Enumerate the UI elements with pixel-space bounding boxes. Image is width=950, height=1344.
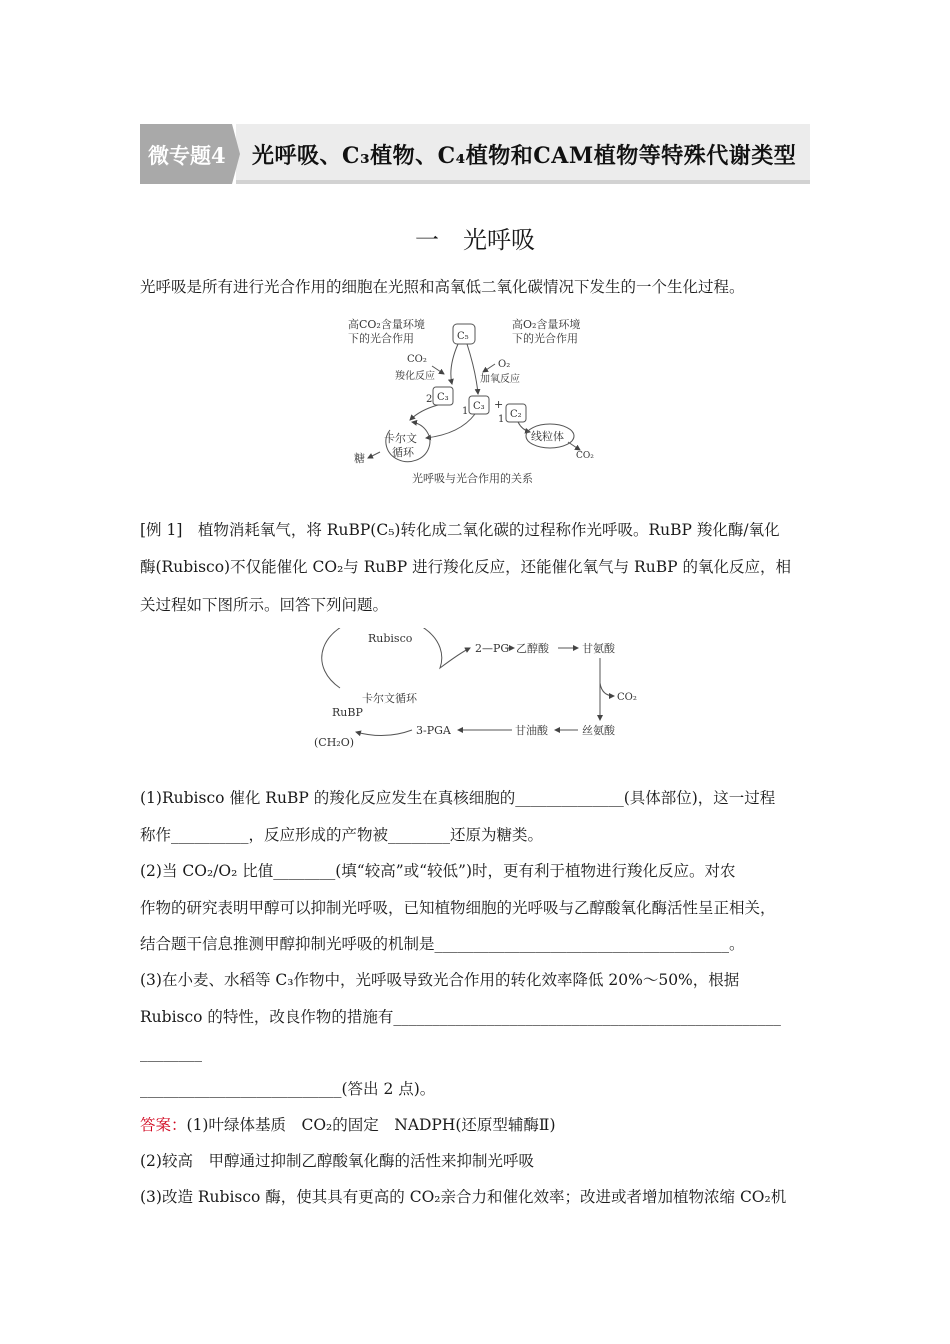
fig2-rubisco: Rubisco xyxy=(368,632,413,645)
fig1-caption: 光呼吸与光合作用的关系 xyxy=(412,472,533,485)
fig2-arrow-pga-ch2o xyxy=(356,730,412,736)
fig2-calvin: 卡尔文循环 xyxy=(362,692,417,705)
fig2-rubp: RuBP xyxy=(332,706,363,719)
section-title: 一 光呼吸 xyxy=(415,226,535,254)
answer-line-1 xyxy=(140,1115,556,1135)
fig2-co2: CO₂ xyxy=(617,692,637,703)
fig1-co2: CO₂ xyxy=(407,354,427,365)
fig1-oxyg: 加氧反应 xyxy=(480,374,520,385)
fig1-left-label-2: 下的光合作用 xyxy=(348,332,414,345)
fig1-arrow-c5-c3c2 xyxy=(467,344,478,394)
fig2-pga: 3-PGA xyxy=(416,724,451,737)
fig1-arrow-c3mid-calvin xyxy=(426,414,475,438)
fig2-glycolate: 乙醇酸 xyxy=(516,642,549,655)
answer-1: (1)叶绿体基质 CO₂的固定 NADPH(还原型辅酶Ⅱ) xyxy=(186,1116,556,1134)
fig2-glycine: 甘氨酸 xyxy=(582,642,615,655)
question-1-line-2: 称作__________，反应形成的产物被________还原为糖类。 xyxy=(140,826,544,844)
fig1-calvin-1: 卡尔文 xyxy=(384,432,417,445)
question-3-line-4: __________________________(答出 2 点)。 xyxy=(140,1080,436,1098)
fig2-arrow-co2 xyxy=(600,683,614,696)
fig1-left-label-1: 高CO₂含量环境 xyxy=(348,318,425,331)
fig1-arrow-o2 xyxy=(483,364,495,372)
fig1-plus: + xyxy=(494,398,504,411)
topic-banner xyxy=(140,124,810,184)
fig1-arrow-co2-out xyxy=(568,442,580,450)
banner-stripe xyxy=(236,180,810,184)
rubisco-pathway-diagram xyxy=(310,628,640,753)
fig1-num1b: 1 xyxy=(498,414,505,425)
fig1-arrow-c3-calvin xyxy=(410,405,438,420)
fig1-arrow-c5-c3 xyxy=(451,344,458,384)
fig1-c3-mid: C₃ xyxy=(473,401,485,412)
fig1-right-label-2: 下的光合作用 xyxy=(512,332,578,345)
question-3-line-3: ________ xyxy=(140,1044,202,1062)
example-line-3: 关过程如下图所示。回答下列问题。 xyxy=(140,596,389,614)
question-3-line-2: Rubisco 的特性，改良作物的措施有__________________________________________________ xyxy=(140,1008,781,1026)
answer-2: (2)较高 甲醇通过抑制乙醇酸氧化酶的活性来抑制光呼吸 xyxy=(140,1152,534,1170)
photorespiration-diagram xyxy=(340,312,620,490)
intro-paragraph: 光呼吸是所有进行光合作用的细胞在光照和高氧低二氧化碳情况下发生的一个生化过程。 xyxy=(140,278,745,296)
banner-title: 光呼吸、C₃植物、C₄植物和CAM植物等特殊代谢类型 xyxy=(252,143,797,169)
fig1-right-label-1: 高O₂含量环境 xyxy=(512,318,581,331)
question-2-line-2: 作物的研究表明甲醇可以抑制光呼吸，已知植物细胞的光呼吸与乙醇酸氧化酶活性呈正相关， xyxy=(140,899,776,917)
fig1-num1a: 1 xyxy=(462,406,469,417)
fig1-num2: 2 xyxy=(426,394,433,405)
fig1-mito: 线粒体 xyxy=(531,430,564,443)
question-2-line-3: 结合题干信息推测甲醇抑制光呼吸的机制是______________________________________。 xyxy=(140,935,745,953)
fig2-serine: 丝氨酸 xyxy=(582,724,615,737)
fig1-calvin-2: 循环 xyxy=(392,446,414,459)
fig2-pg: 2—PG xyxy=(475,642,510,655)
answer-3: (3)改造 Rubisco 酶，使其具有更高的 CO₂亲合力和催化效率；改进或者增加植物浓缩 CO₂机 xyxy=(140,1188,787,1206)
fig1-c3-left: C₃ xyxy=(437,392,449,403)
fig1-c5: C₅ xyxy=(457,331,469,342)
example-line-1: [例 1] 植物消耗氧气，将 RuBP(C₅)转化成二氧化碳的过程称作光呼吸。RuBP 羧化酶/氧化 xyxy=(140,521,780,539)
fig1-co2-out: CO₂ xyxy=(576,451,594,461)
banner-tab-label: 微专题4 xyxy=(148,143,226,168)
fig2-glycerate: 甘油酸 xyxy=(515,724,548,737)
question-1-line-1: (1)Rubisco 催化 RuBP 的羧化反应发生在真核细胞的______________(具体部位)，这一过程 xyxy=(140,789,776,807)
fig1-o2: O₂ xyxy=(498,359,511,370)
fig2-ch2o: (CH₂O) xyxy=(314,736,355,749)
question-2-line-1: (2)当 CO₂/O₂ 比值________(填“较高”或“较低”)时，更有利于植物进行羧化反应。对农 xyxy=(140,862,736,880)
fig1-arrow-sugar xyxy=(368,452,380,458)
question-3-line-1: (3)在小麦、水稻等 C₃作物中，光呼吸导致光合作用的转化效率降低 20%～50%，根据 xyxy=(140,971,740,989)
answer-label: 答案： xyxy=(140,1116,187,1134)
fig1-sugar: 糖 xyxy=(354,452,365,465)
fig1-c2: C₂ xyxy=(510,409,522,420)
fig1-carbox: 羧化反应 xyxy=(395,371,435,382)
example-line-2: 酶(Rubisco)不仅能催化 CO₂与 RuBP 进行羧化反应，还能催化氧气与 RuBP 的氧化反应，相 xyxy=(140,558,791,576)
